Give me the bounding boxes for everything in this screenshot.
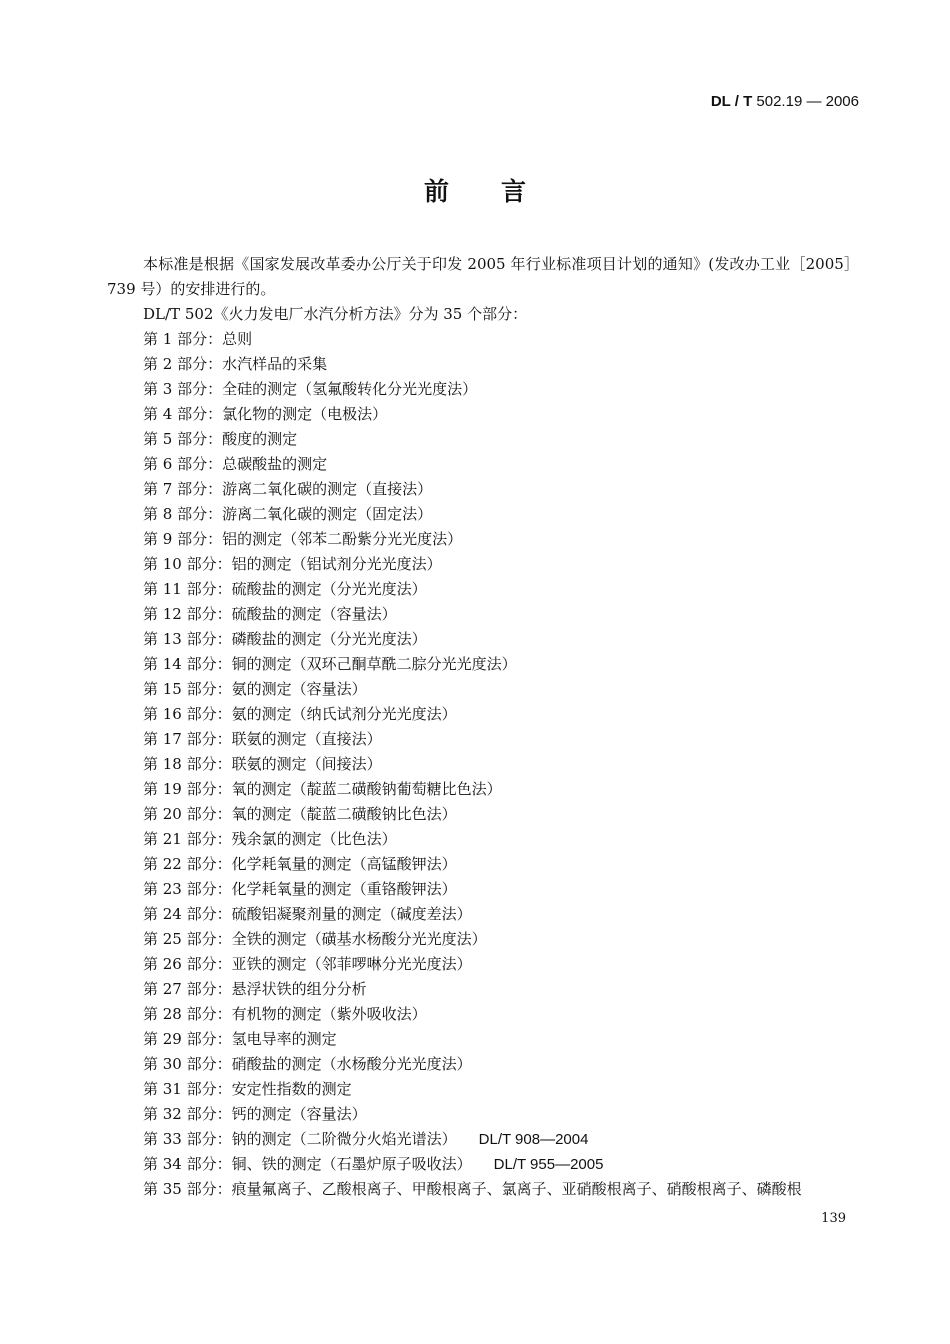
part-item-text: 第 34 部分：铜、铁的测定（石墨炉原子吸收法）	[143, 1155, 472, 1173]
intro-paragraph: 本标准是根据《国家发展改革委办公厅关于印发 2005 年行业标准项目计划的通知》(发改办工业［2005］739 号）的安排进行的。	[107, 255, 859, 298]
part-item	[107, 702, 859, 727]
part-item	[107, 402, 859, 427]
part-item-text: 第 10 部分：铝的测定（铝试剂分光光度法）	[143, 555, 442, 573]
part-item-text: 第 2 部分：水汽样品的采集	[143, 355, 328, 373]
part-item	[107, 327, 859, 352]
part-item-text: 第 3 部分：全硅的测定（氢氟酸转化分光光度法）	[143, 380, 478, 398]
part-item	[107, 1077, 859, 1102]
standard-code-header	[711, 93, 859, 110]
part-item	[107, 652, 859, 677]
page-title	[0, 172, 950, 208]
part-item-text: 第 32 部分：钙的测定（容量法）	[143, 1105, 367, 1123]
parts-list	[107, 327, 859, 1202]
title-char-1: 前	[423, 177, 449, 206]
part-item	[107, 902, 859, 927]
part-item-text: 第 30 部分：硝酸盐的测定（水杨酸分光光度法）	[143, 1055, 472, 1073]
part-item-text: 第 15 部分：氨的测定（容量法）	[143, 680, 367, 698]
part-item	[107, 552, 859, 577]
part-item	[107, 527, 859, 552]
part-item	[107, 427, 859, 452]
part-item-text: 第 31 部分：安定性指数的测定	[143, 1080, 352, 1098]
part-item	[107, 1002, 859, 1027]
body-text	[107, 252, 859, 1202]
part-item-text: 第 25 部分：全铁的测定（磺基水杨酸分光光度法）	[143, 930, 487, 948]
part-item-text: 第 12 部分：硫酸盐的测定（容量法）	[143, 605, 397, 623]
part-item	[107, 1102, 859, 1127]
part-item	[107, 602, 859, 627]
part-item	[107, 827, 859, 852]
part-item-text: 第 16 部分：氨的测定（纳氏试剂分光光度法）	[143, 705, 457, 723]
standard-code-number: 502.19 — 2006	[752, 93, 859, 110]
part-item-text: 第 27 部分：悬浮状铁的组分分析	[143, 980, 367, 998]
part-item-text: 第 26 部分：亚铁的测定（邻菲啰啉分光光度法）	[143, 955, 472, 973]
part-item-text: 第 6 部分：总碳酸盐的测定	[143, 455, 328, 473]
part-item	[107, 477, 859, 502]
part-item	[107, 952, 859, 977]
part-item	[107, 1052, 859, 1077]
part-item	[107, 752, 859, 777]
part-item-text: 第 33 部分：钠的测定（二阶微分火焰光谱法）	[143, 1130, 457, 1148]
part-item-text: 第 29 部分：氢电导率的测定	[143, 1030, 337, 1048]
part-item-text: 第 4 部分：氯化物的测定（电极法）	[143, 405, 388, 423]
part-item-text: 第 17 部分：联氨的测定（直接法）	[143, 730, 382, 748]
standard-code-prefix: DL / T	[710, 93, 753, 110]
part-item	[107, 927, 859, 952]
part-item-text: 第 21 部分：残余氯的测定（比色法）	[143, 830, 397, 848]
part-item	[107, 802, 859, 827]
part-item-text: 第 20 部分：氧的测定（靛蓝二磺酸钠比色法）	[143, 805, 457, 823]
part-item	[107, 977, 859, 1002]
part-item-text: 第 18 部分：联氨的测定（间接法）	[143, 755, 382, 773]
part-item-text: 第 8 部分：游离二氧化碳的测定（固定法）	[143, 505, 433, 523]
part-item	[107, 627, 859, 652]
part-item-text: 第 5 部分：酸度的测定	[143, 430, 298, 448]
part-item	[107, 377, 859, 402]
part-item-text: 第 9 部分：铝的测定（邻苯二酚紫分光光度法）	[143, 530, 463, 548]
part-item-text: 第 1 部分：总则	[143, 330, 253, 348]
part-item-text: 第 11 部分：硫酸盐的测定（分光光度法）	[143, 580, 427, 598]
part-item	[107, 502, 859, 527]
part-item	[107, 727, 859, 752]
part-item-text: 第 7 部分：游离二氧化碳的测定（直接法）	[143, 480, 433, 498]
part-item	[107, 877, 859, 902]
part-item	[107, 352, 859, 377]
part-item-text: 第 13 部分：磷酸盐的测定（分光光度法）	[143, 630, 427, 648]
page-number: 139	[821, 1211, 846, 1226]
part-item	[107, 1027, 859, 1052]
part-item	[107, 577, 859, 602]
part-item	[107, 777, 859, 802]
part-item	[107, 677, 859, 702]
series-line: DL/T 502《火力发电厂水汽分析方法》分为 35 个部分：	[143, 305, 528, 323]
part-item-text: 第 14 部分：铜的测定（双环己酮草酰二腙分光光度法）	[143, 655, 517, 673]
part-item	[107, 452, 859, 477]
part-item-standard: DL/T 908—2004	[478, 1131, 589, 1148]
part-item-standard: DL/T 955—2005	[493, 1156, 604, 1173]
part-item-text: 第 24 部分：硫酸铝凝聚剂量的测定（碱度差法）	[143, 905, 472, 923]
part-item	[107, 1152, 859, 1177]
part-item-text: 第 23 部分：化学耗氧量的测定（重铬酸钾法）	[143, 880, 457, 898]
part-item-text: 第 35 部分：痕量氟离子、乙酸根离子、甲酸根离子、氯离子、亚硝酸根离子、硝酸根离子、磷酸根	[143, 1180, 802, 1198]
part-item-text: 第 28 部分：有机物的测定（紫外吸收法）	[143, 1005, 427, 1023]
part-item	[107, 1127, 859, 1152]
part-item-text: 第 22 部分：化学耗氧量的测定（高锰酸钾法）	[143, 855, 457, 873]
title-char-2: 言	[501, 177, 527, 206]
part-item	[107, 852, 859, 877]
part-item	[107, 1177, 859, 1202]
part-item-text: 第 19 部分：氧的测定（靛蓝二磺酸钠葡萄糖比色法）	[143, 780, 502, 798]
